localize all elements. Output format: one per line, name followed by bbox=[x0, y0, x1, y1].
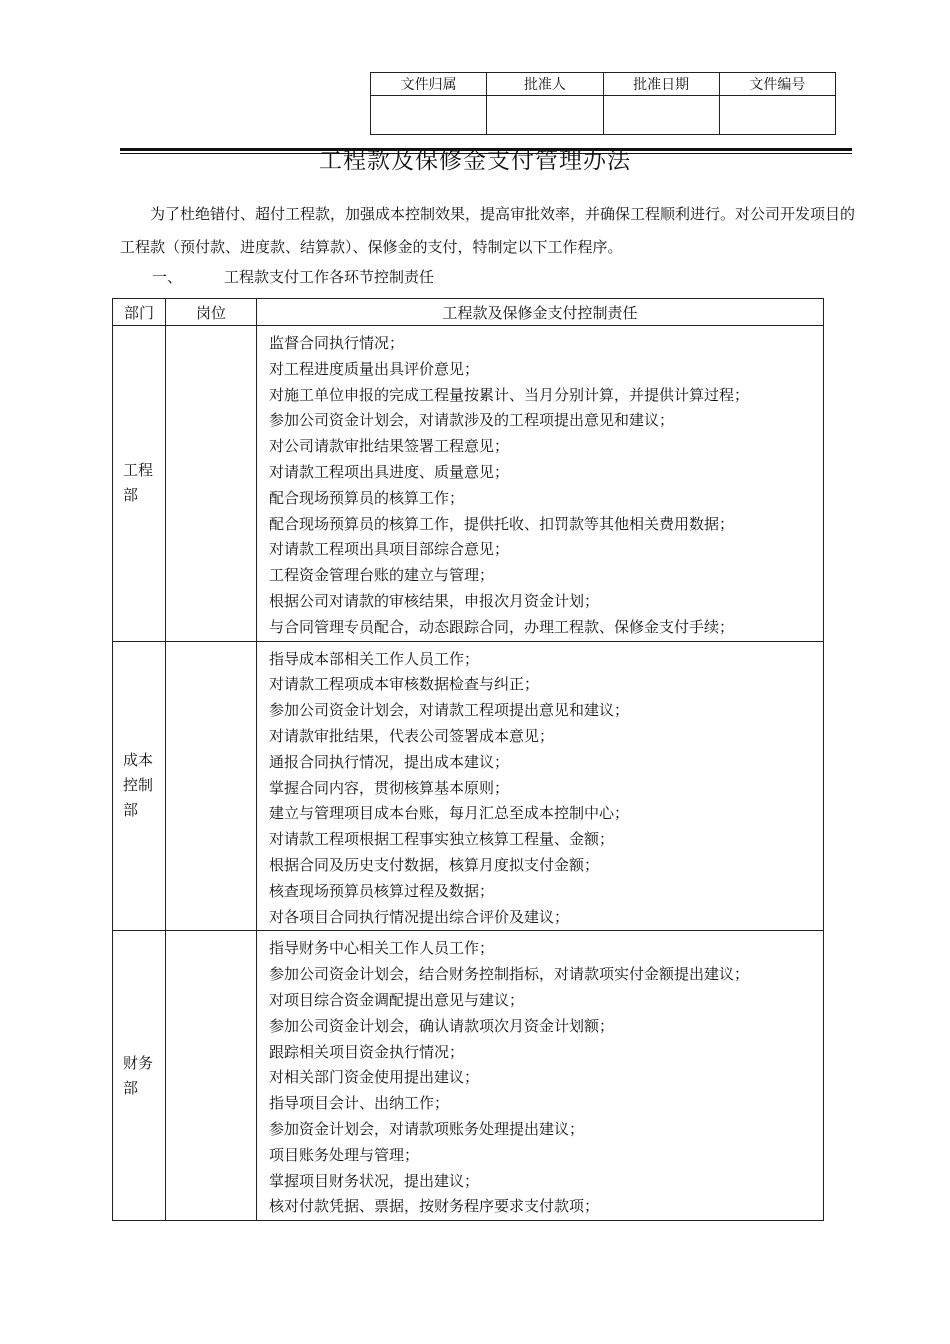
duty-item: 参加资金计划会，对请款项账务处理提出建议； bbox=[269, 1119, 585, 1138]
duty-item: 配合现场预算员的核算工作； bbox=[269, 488, 465, 507]
duty-item: 指导成本部相关工作人员工作； bbox=[269, 649, 480, 668]
dept-cell bbox=[113, 641, 166, 931]
duty-item: 参加公司资金计划会，对请款涉及的工程项提出意见和建议； bbox=[269, 411, 675, 430]
table-row bbox=[113, 641, 824, 931]
dept-name: 成本控制部 bbox=[123, 751, 154, 820]
approver-header: 批准人 bbox=[487, 73, 603, 96]
post-cell bbox=[166, 641, 257, 931]
table-row bbox=[113, 931, 824, 1221]
file-number-header: 文件编号 bbox=[719, 73, 835, 96]
duty-item: 对相关部门资金使用提出建议； bbox=[269, 1068, 480, 1087]
intro-paragraph: 为了杜绝错付、超付工程款，加强成本控制效果，提高审批效率，并确保工程顺利进行。对公司开发项目的工程款（预付款、进度款、结算款）、保修金的支付，特制定以下工作程序。 bbox=[120, 205, 856, 256]
duty-item: 参加公司资金计划会，结合财务控制指标，对请款项实付金额提出建议； bbox=[269, 965, 750, 984]
duty-item: 对请款工程项成本审核数据检查与纠正； bbox=[269, 675, 540, 694]
duty-item: 对公司请款审批结果签署工程意见； bbox=[269, 437, 510, 456]
table-header-row bbox=[113, 299, 824, 326]
duty-item: 对施工单位申报的完成工程量按累计、当月分别计算，并提供计算过程； bbox=[269, 385, 750, 404]
duty-item: 通报合同执行情况，提出成本建议； bbox=[269, 752, 510, 771]
section-heading bbox=[152, 262, 434, 292]
section-title: 工程款支付工作各环节控制责任 bbox=[224, 268, 435, 286]
duty-item: 对请款工程项根据工程事实独立核算工程量、金额； bbox=[269, 830, 615, 849]
duty-item: 参加公司资金计划会，确认请款项次月资金计划额； bbox=[269, 1016, 615, 1035]
dept-cell bbox=[113, 326, 166, 642]
duty-item: 工程资金管理台账的建立与管理； bbox=[269, 566, 495, 585]
duty-item: 指导项目会计、出纳工作； bbox=[269, 1094, 450, 1113]
duty-items-cell bbox=[257, 931, 824, 1221]
dept-name: 财务部 bbox=[123, 1053, 154, 1097]
duty-item: 配合现场预算员的核算工作，提供托收、扣罚款等其他相关费用数据； bbox=[269, 514, 735, 533]
approval-date-header: 批准日期 bbox=[603, 73, 719, 96]
duty-item: 掌握合同内容，贯彻核算基本原则； bbox=[269, 778, 510, 797]
dept-cell bbox=[113, 931, 166, 1221]
document-title: 工程款及保修金支付管理办法 bbox=[319, 148, 631, 174]
file-owner-value bbox=[371, 96, 487, 135]
section-number: 一、 bbox=[152, 268, 183, 286]
duty-item: 核查现场预算员核算过程及数据； bbox=[269, 881, 495, 900]
duty-items-cell bbox=[257, 326, 824, 642]
table-row bbox=[113, 326, 824, 642]
duty-item: 项目账务处理与管理； bbox=[269, 1145, 420, 1164]
approver-value bbox=[487, 96, 603, 135]
duty-item: 对请款工程项出具项目部综合意见； bbox=[269, 540, 510, 559]
duty-item: 对各项目合同执行情况提出综合评价及建议； bbox=[269, 907, 570, 926]
file-owner-header: 文件归属 bbox=[371, 73, 487, 96]
post-column-header: 岗位 bbox=[166, 299, 257, 326]
duty-item: 对项目综合资金调配提出意见与建议； bbox=[269, 990, 525, 1009]
duty-item: 跟踪相关项目资金执行情况； bbox=[269, 1042, 465, 1061]
approval-date-value bbox=[603, 96, 719, 135]
post-cell bbox=[166, 931, 257, 1221]
duty-item: 掌握项目财务状况，提出建议； bbox=[269, 1171, 480, 1190]
duty-item: 参加公司资金计划会，对请款工程项提出意见和建议； bbox=[269, 701, 630, 720]
responsibility-table bbox=[112, 298, 824, 1221]
post-cell bbox=[166, 326, 257, 642]
duty-item: 监督合同执行情况； bbox=[269, 334, 405, 352]
duty-item: 指导财务中心相关工作人员工作； bbox=[269, 939, 495, 958]
duty-item: 建立与管理项目成本台账，每月汇总至成本控制中心； bbox=[269, 804, 630, 823]
duty-item: 根据公司对请款的审核结果，申报次月资金计划； bbox=[269, 591, 600, 610]
duty-column-header: 工程款及保修金支付控制责任 bbox=[257, 299, 824, 326]
duty-item: 与合同管理专员配合，动态跟踪合同，办理工程款、保修金支付手续； bbox=[269, 617, 735, 636]
document-control-table bbox=[370, 72, 836, 135]
duty-item: 对请款工程项出具进度、质量意见； bbox=[269, 462, 510, 481]
duty-item: 对请款审批结果，代表公司签署成本意见； bbox=[269, 726, 555, 745]
file-number-value bbox=[719, 96, 835, 135]
duty-items-cell bbox=[257, 641, 824, 931]
duty-item: 核对付款凭据、票据，按财务程序要求支付款项； bbox=[269, 1197, 600, 1216]
duty-item: 根据合同及历史支付数据，核算月度拟支付金额； bbox=[269, 855, 600, 874]
duty-item: 对工程进度质量出具评价意见； bbox=[269, 359, 480, 378]
dept-name: 工程部 bbox=[123, 461, 154, 505]
dept-column-header: 部门 bbox=[113, 299, 166, 326]
